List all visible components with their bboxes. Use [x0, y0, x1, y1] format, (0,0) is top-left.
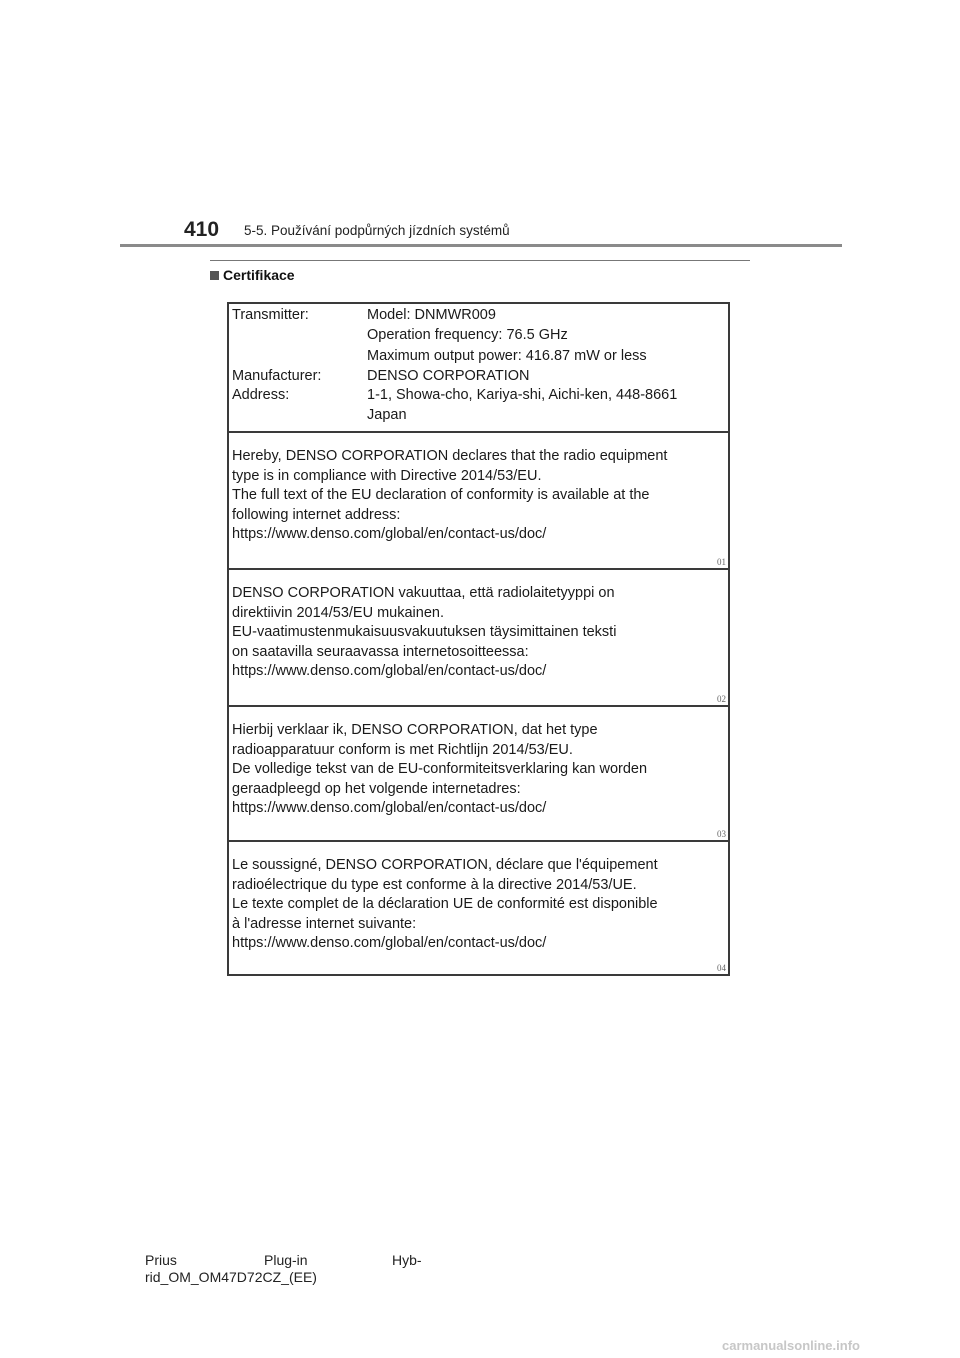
declaration-ref-fi: 02: [717, 694, 726, 704]
maximum-output-power: Maximum output power: 416.87 mW or less: [367, 348, 647, 364]
declaration-cell-fi: [229, 568, 728, 705]
address-line-1: 1-1, Showa-cho, Kariya-shi, Aichi-ken, 448-8661: [367, 387, 678, 403]
manufacturer-value: DENSO CORPORATION: [367, 367, 530, 384]
section-heading: [210, 267, 295, 283]
certification-box: [227, 302, 730, 976]
footer-line-2: rid_OM_OM47D72CZ_(EE): [145, 1269, 317, 1285]
watermark: carmanualsonline.info: [722, 1338, 860, 1353]
square-icon: [210, 271, 219, 280]
address-line-2: Japan: [367, 406, 407, 423]
declaration-ref-en: 01: [717, 557, 726, 567]
header-divider: [120, 244, 842, 247]
declaration-ref-nl: 03: [717, 829, 726, 839]
operation-frequency: Operation frequency: 76.5 GHz: [367, 326, 568, 343]
model-value: Model: DNMWR009: [367, 307, 496, 323]
declaration-cell-fr: [229, 840, 728, 974]
page-number: 410: [184, 218, 220, 241]
footer-word-3: Hyb-: [392, 1252, 422, 1268]
declaration-text-en: Hereby, DENSO CORPORATION declares that the radio equipment type is in compliance with Directive 2014/53/EU. The full text of the EU declaration of conformity is available at the following internet address: https://www.denso.com/global/en/contact-us/doc/: [232, 448, 668, 542]
declaration-text-nl: Hierbij verklaar ik, DENSO CORPORATION, dat het type radioapparatuur conform is met Richtlijn 2014/53/EU. De volledige tekst van de EU-conformiteitsverklaring kan worden geraadpleegd op het volgende internetadres: https://www.denso.com/global/en/contact-us/doc/: [232, 722, 648, 816]
manufacturer-label: Manufacturer:: [232, 367, 322, 384]
transmitter-label: Transmitter:: [232, 307, 309, 323]
declaration-cell-en: [229, 431, 728, 568]
chapter-title: 5-5. Používání podpůrných jízdních systémů: [244, 223, 510, 238]
address-label: Address:: [232, 387, 290, 403]
declaration-text-fi: DENSO CORPORATION vakuuttaa, että radiolaitetyyppi on direktiivin 2014/53/EU mukainen. EU-vaatimustenmukaisuusvakuutuksen täysimittainen teksti on saatavilla seuraavassa internetosoitteessa: https://www.denso.com/global/en/contact-us/doc/: [232, 585, 617, 679]
declaration-text-fr: Le soussigné, DENSO CORPORATION, déclare que l'équipement radioélectrique du type est conforme à la directive 2014/53/UE. Le texte complet de la déclaration UE de conformité est disponible à l'adresse internet suivante: https://www.denso.com/global/en/contact-us/doc/: [232, 857, 658, 951]
section-heading-text: Certifikace: [223, 267, 295, 283]
section-divider: [210, 260, 750, 261]
declaration-cell-nl: [229, 705, 728, 840]
document-footer: [145, 1252, 422, 1286]
transmitter-info-cell: [229, 304, 728, 431]
declaration-ref-fr: 04: [717, 963, 726, 973]
transmitter-info-table: [232, 306, 677, 425]
footer-word-2: Plug-in: [264, 1252, 308, 1268]
footer-word-1: Prius: [145, 1252, 177, 1268]
